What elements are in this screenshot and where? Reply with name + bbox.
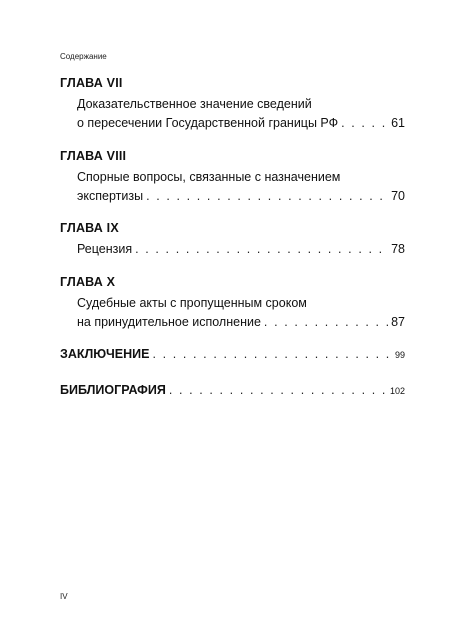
chapter-title: ГЛАВА IX — [60, 221, 119, 235]
entry-text: ЗАКЛЮЧЕНИЕ — [60, 347, 150, 361]
dot-leader — [341, 114, 388, 133]
toc-entry[interactable] — [77, 294, 405, 331]
dot-leader — [152, 347, 392, 361]
entry-last-line — [77, 114, 405, 133]
entry-text: на принудительное исполнение — [77, 314, 261, 329]
dot-leader — [169, 383, 387, 397]
toc-entry[interactable] — [77, 168, 405, 205]
chapter-title: ГЛАВА VII — [60, 76, 123, 90]
entry-last-line — [77, 240, 405, 259]
entry-last-line — [77, 313, 405, 332]
chapter-title: ГЛАВА X — [60, 275, 116, 289]
chapter-title: ГЛАВА VIII — [60, 149, 127, 163]
page-ref: 70 — [391, 188, 405, 203]
page-ref: 102 — [389, 386, 405, 396]
entry-line: Судебные акты с пропущенным сроком — [77, 296, 307, 310]
page-number: IV — [60, 592, 68, 601]
toc-chapter-9 — [60, 220, 405, 259]
dot-leader — [135, 240, 388, 259]
toc-chapter-10 — [60, 274, 405, 331]
entry-text: о пересечении Государственной границы РФ — [77, 115, 339, 130]
toc-entry[interactable] — [77, 95, 405, 132]
page-ref: 78 — [391, 242, 405, 256]
entry-line: Доказательственное значение сведений — [77, 97, 312, 111]
page-ref: 61 — [391, 115, 405, 130]
page-ref: 87 — [391, 314, 405, 329]
toc-conclusion[interactable] — [60, 347, 405, 361]
toc-chapter-8 — [60, 148, 405, 205]
entry-text: Рецензия — [77, 242, 133, 256]
running-header: Содержание — [60, 52, 107, 61]
entry-line: Спорные вопросы, связанные с назначением — [77, 170, 341, 184]
dot-leader — [264, 313, 388, 332]
dot-leader — [146, 187, 388, 206]
toc-bibliography[interactable] — [60, 383, 405, 397]
entry-last-line — [77, 187, 405, 206]
toc-chapter-7 — [60, 75, 405, 132]
entry-text: БИБЛИОГРАФИЯ — [60, 383, 166, 397]
page-ref: 99 — [394, 350, 405, 360]
toc-entry[interactable] — [77, 240, 405, 259]
entry-text: экспертизы — [77, 188, 144, 203]
